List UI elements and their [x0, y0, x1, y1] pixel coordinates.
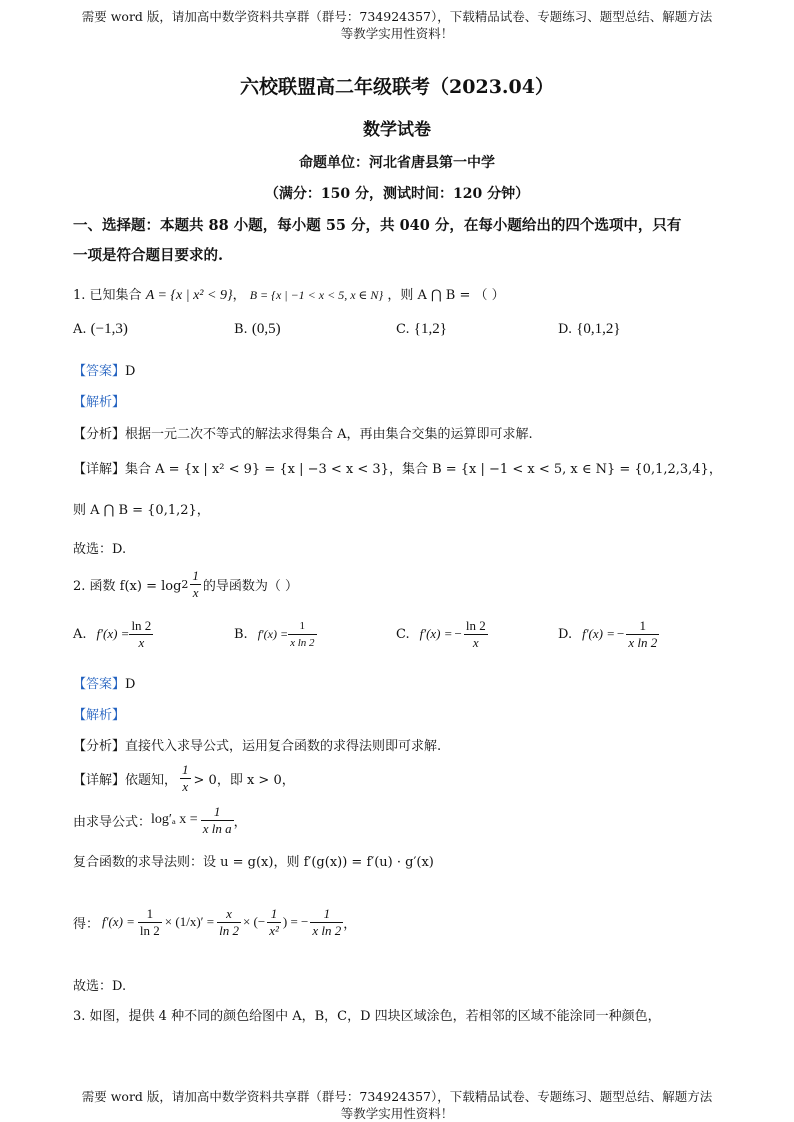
option-fraction: [626, 618, 659, 651]
option-label: A.: [73, 626, 87, 642]
question-2-detail: [73, 758, 295, 798]
fraction-denominator: x: [192, 584, 199, 600]
detail-tag: 【详解】: [73, 772, 126, 788]
detail-text-b: > 0，即 x > 0，: [193, 772, 295, 788]
fraction-denominator: x: [182, 778, 189, 794]
question-2-option-c: [396, 614, 488, 654]
fraction-numerator: 1: [182, 761, 189, 777]
question-2-fenxi: [73, 735, 441, 754]
formula-fraction: [201, 804, 234, 837]
fraction-numerator: 1: [201, 804, 234, 821]
option-value: (0,5): [251, 321, 281, 337]
formula-text-b: log′ₐ x =: [151, 812, 198, 827]
page-footer: [0, 1088, 794, 1122]
formula-text-a: 由求导公式：: [73, 814, 152, 830]
derive-lhs: f′(x) =: [102, 914, 135, 929]
fraction-denominator: x ln 2: [312, 922, 342, 938]
fraction-denominator: x ln 2: [628, 634, 658, 650]
derive-mul: × (1/x)′ =: [164, 914, 215, 929]
question-2-analysis-tag: 【解析】: [73, 708, 126, 723]
option-value: {1,2}: [413, 321, 447, 337]
detail-tag: 【详解】: [73, 462, 126, 477]
question-1-set-a: A = {x | x² < 9}: [145, 288, 233, 303]
option-label: D.: [558, 626, 573, 642]
option-lhs: f′(x) =: [419, 626, 453, 641]
section-heading-line-1: 一、选择题：本题共 88 小题，每小题 55 分，共 040 分，在每小题给出的四个选项中，只有: [73, 217, 682, 234]
fenxi-text: 根据一元二次不等式的解法求得集合 A，再由集合交集的运算即可求解.: [125, 427, 533, 442]
question-1-choose: 故选：D.: [73, 542, 127, 557]
fraction-numerator: ln 2: [465, 617, 486, 633]
answer-tag: 【答案】: [73, 677, 126, 692]
detail-text: 集合 A = {x | x² < 9} = {x | −3 < x < 3}，集合 B = {x | −1 < x < 5, x ∈ N} = {0,1,2,3,4}，: [125, 462, 722, 477]
question-1-detail: [73, 458, 722, 477]
derive-close: ) = −: [282, 914, 309, 929]
answer-tag: 【答案】: [73, 364, 126, 379]
question-1-fenxi: [73, 423, 533, 442]
question-1-stem: [73, 284, 505, 304]
question-1-option-b: [234, 321, 281, 338]
option-fraction: [129, 618, 153, 651]
fraction-numerator: x: [217, 906, 241, 923]
fraction-numerator: 1: [310, 906, 343, 923]
footer-line-2: 等教学实用性资料！: [340, 1106, 454, 1121]
question-2-option-d: [558, 614, 659, 654]
footer-line-1: 需要 word 版，请加高中数学资料共享群（群号：734924357），下载精品试卷、专题练习、题型总结、解题方法: [81, 1089, 713, 1104]
question-2-derivation: [73, 893, 356, 951]
question-2-answer: [73, 673, 135, 692]
fraction-numerator: 1: [288, 618, 316, 635]
fraction-denominator: ln 2: [219, 922, 239, 938]
question-2-fraction: [190, 568, 201, 601]
header-line-2: 等教学实用性资料！: [340, 26, 454, 41]
fraction-numerator: 1: [267, 906, 281, 923]
exam-unit: 命题单位：河北省唐县第一中学: [299, 155, 495, 171]
question-1-answer: [73, 360, 135, 379]
fraction-denominator: ln 2: [139, 922, 160, 938]
question-2-option-a: [73, 614, 153, 654]
question-1-result: 则 A ⋂ B = {0,1,2}，: [73, 503, 210, 518]
option-label: B.: [234, 322, 248, 337]
fraction-denominator: x: [472, 634, 479, 650]
fenxi-tag: 【分析】: [73, 427, 126, 442]
fraction-denominator: x: [138, 634, 145, 650]
detail-text-a: 依题知，: [125, 772, 178, 788]
question-1-sep: ，: [232, 288, 246, 303]
fraction-denominator: x²: [269, 922, 279, 938]
question-2-log-base: 2: [181, 577, 189, 591]
section-heading-line-2: 一项是符合题目要求的.: [73, 247, 224, 264]
fraction-numerator: 1: [138, 906, 162, 923]
option-sign: −: [454, 626, 462, 641]
question-1-option-d: [558, 321, 621, 338]
exam-title: 六校联盟高二年级联考（2023.04）: [240, 76, 554, 98]
option-label: B.: [234, 626, 248, 642]
derive-fraction-2: [217, 906, 241, 939]
question-1-option-c: [396, 321, 447, 338]
question-2-ask: 的导函数为（ ）: [202, 578, 299, 594]
header-line-1: 需要 word 版，请加高中数学资料共享群（群号：734924357），下载精品试卷、专题练习、题型总结、解题方法: [81, 9, 713, 24]
question-1-set-b: B = {x | −1 < x < 5, x ∈ N}: [249, 288, 384, 302]
derive-fraction-1: [138, 906, 162, 939]
question-1-ask: ，则 A ⋂ B = （ ）: [387, 288, 505, 303]
question-1-prefix: 1. 已知集合: [73, 288, 142, 303]
fenxi-tag: 【分析】: [73, 739, 126, 754]
option-lhs: f′(x) =: [257, 626, 289, 641]
detail-fraction: [180, 762, 191, 795]
option-label: C.: [396, 626, 410, 642]
exam-score-time: （满分：150 分，测试时间：120 分钟）: [264, 186, 530, 202]
question-3-stem: 3. 如图，提供 4 种不同的颜色给图中 A，B，C，D 四块区域涂色，若相邻的区域不能涂同一种颜色，: [73, 1009, 661, 1024]
fenxi-text: 直接代入求导公式，运用复合函数的求得法则即可求解.: [125, 739, 442, 754]
page-header: [0, 8, 794, 42]
fraction-numerator: 1: [192, 567, 199, 583]
option-value: {0,1,2}: [576, 321, 621, 337]
option-label: A.: [73, 322, 87, 337]
question-2-option-b: [234, 614, 317, 654]
fraction-denominator: x ln a: [202, 820, 232, 836]
fraction-numerator: ln 2: [131, 617, 152, 633]
formula-text-c: ，: [233, 814, 247, 830]
derive-mid: × (−: [242, 914, 266, 929]
option-lhs: f′(x) =: [582, 626, 615, 641]
answer-value: D: [125, 677, 136, 692]
question-2-prefix: 2. 函数 f(x) = log: [73, 578, 182, 594]
option-sign: −: [617, 626, 625, 641]
question-2-stem: [73, 566, 298, 602]
option-fraction: [288, 618, 316, 651]
option-fraction: [464, 618, 488, 651]
option-lhs: f′(x) =: [96, 626, 130, 641]
option-label: C.: [396, 322, 410, 337]
question-2-chain-rule: 复合函数的求导法则：设 u = g(x)，则 f′(g(x)) = f′(u) · g′(x): [73, 855, 434, 870]
fraction-numerator: 1: [626, 618, 659, 635]
question-2-choose: 故选：D.: [73, 979, 127, 994]
option-value: (−1,3): [90, 321, 128, 337]
answer-value: D: [125, 364, 136, 379]
exam-subtitle: 数学试卷: [363, 120, 431, 140]
derive-prefix: 得：: [73, 916, 100, 932]
derive-fraction-4: [310, 906, 343, 939]
question-1-option-a: [73, 321, 128, 338]
option-label: D.: [558, 322, 573, 337]
derive-end: ，: [343, 916, 357, 932]
fraction-denominator: x ln 2: [290, 636, 315, 649]
derive-fraction-3: [267, 906, 281, 939]
question-1-analysis-tag: 【解析】: [73, 395, 126, 410]
question-2-formula: [73, 800, 247, 840]
